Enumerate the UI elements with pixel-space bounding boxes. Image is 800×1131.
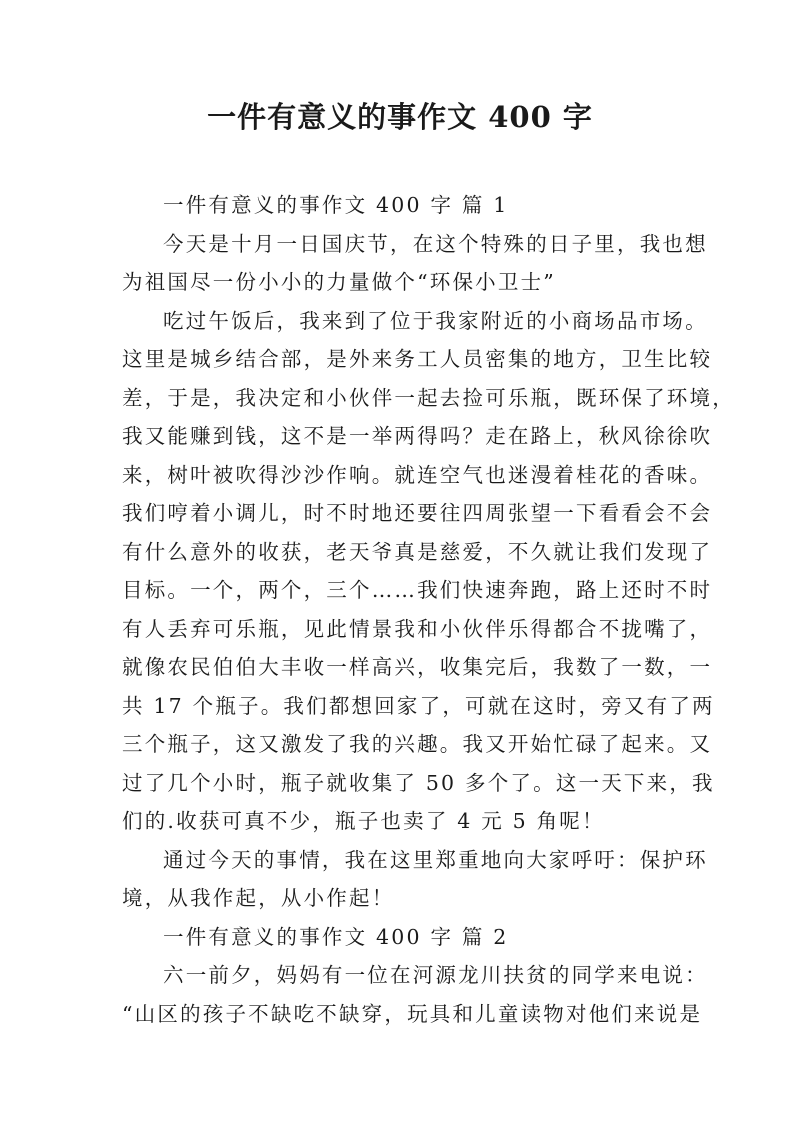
text-line: 一件有意义的事作文 400 字 篇 1 (163, 193, 509, 217)
text-line: 共 17 个瓶子。我们都想回家了，可就在这时，旁又有了两 (122, 693, 715, 718)
text-line: 今天是十月一日国庆节，在这个特殊的日子里，我也想 (163, 231, 708, 256)
text-line: 我又能赚到钱，这不是一举两得吗？走在路上，秋风徐徐吹 (122, 424, 713, 448)
text-line: 六一前夕，妈妈有一位在河源龙川扶贫的同学来电说： (163, 963, 708, 987)
text-line: 目标。一个，两个，三个……我们快速奔跑，路上还时不时 (122, 578, 713, 602)
text-line: 我们哼着小调儿，时不时地还要往四周张望一下看看会不会 (122, 501, 713, 525)
text-line: “山区的孩子不缺吃不缺穿，玩具和儿童读物对他们来说是 (122, 1001, 703, 1026)
document-title: 一件有意义的事作文 400 字 (207, 100, 593, 134)
text-line: 通过今天的事情，我在这里郑重地向大家呼吁：保护环 (163, 847, 708, 872)
text-line: 有人丢弃可乐瓶，见此情景我和小伙伴乐得都合不拢嘴了， (122, 616, 713, 641)
text-line: 差，于是，我决定和小伙伴一起去捡可乐瓶，既环保了环境， (122, 385, 735, 410)
text-line: 有什么意外的收获，老天爷真是慈爱，不久就让我们发现了 (122, 539, 713, 564)
text-line: 就像农民伯伯大丰收一样高兴，收集完后，我数了一数，一 (122, 655, 713, 679)
text-line: 来，树叶被吹得沙沙作响。就连空气也迷漫着桂花的香味。 (122, 462, 713, 487)
document-body (122, 186, 735, 1033)
text-line: 过了几个小时，瓶子就收集了 50 多个了。这一天下来，我 (122, 770, 715, 795)
text-line: 们的.收获可真不少，瓶子也卖了 4 元 5 角呢！ (122, 809, 605, 833)
text-line: 境，从我作起，从小作起！ (122, 886, 395, 910)
text-line: 一件有意义的事作文 400 字 篇 2 (163, 924, 509, 949)
text-line: 为祖国尽一份小小的力量做个“环保小卫士” (122, 270, 556, 294)
text-line: 吃过午饭后，我来到了位于我家附近的小商场品市场。 (163, 308, 708, 333)
text-line: 这里是城乡结合部，是外来务工人员密集的地方，卫生比较 (122, 347, 713, 371)
text-line: 三个瓶子，这又激发了我的兴趣。我又开始忙碌了起来。又 (122, 732, 713, 756)
